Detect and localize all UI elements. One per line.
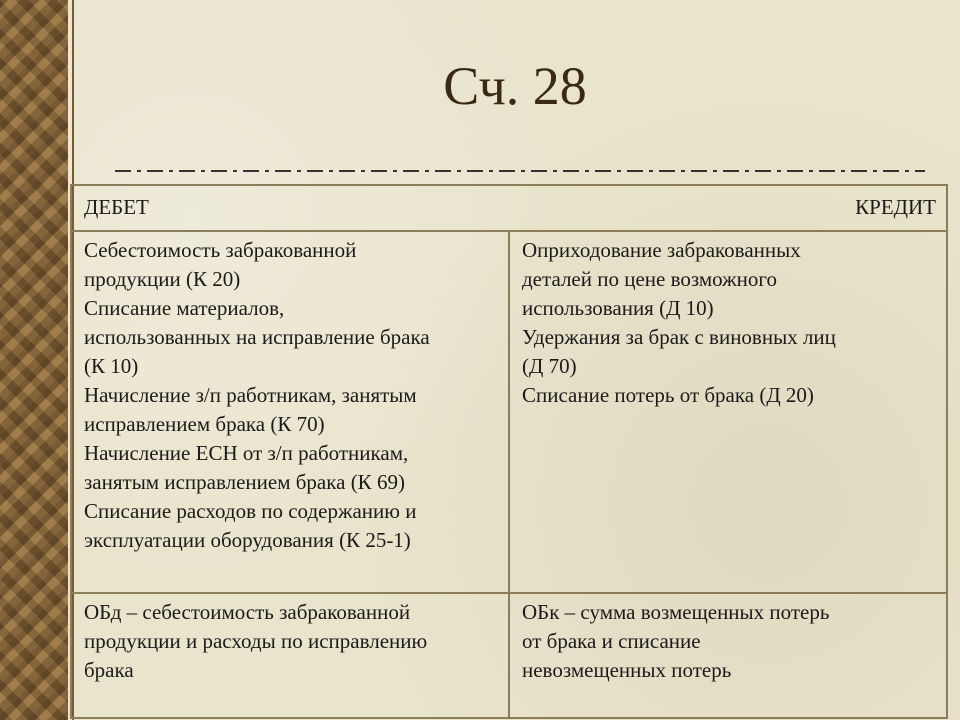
page-title: Сч. 28 bbox=[443, 56, 587, 116]
credit-entries-cell bbox=[509, 231, 947, 593]
debit-line: Списание расходов по содержанию и bbox=[84, 499, 417, 523]
debit-line: исправлением брака (К 70) bbox=[84, 412, 325, 436]
debit-turnover-line: брака bbox=[84, 658, 134, 682]
debit-line: продукции (К 20) bbox=[84, 267, 241, 291]
credit-line: использования (Д 10) bbox=[522, 296, 714, 320]
credit-line: (Д 70) bbox=[522, 354, 577, 378]
credit-turnover-line: ОБк – сумма возмещенных потерь bbox=[522, 600, 830, 624]
debit-entries-cell bbox=[71, 231, 509, 593]
debit-line: Себестоимость забракованной bbox=[84, 238, 357, 262]
table-header-row bbox=[71, 185, 947, 231]
credit-line: Списание потерь от брака (Д 20) bbox=[522, 383, 814, 407]
debit-line: занятым исправлением брака (К 69) bbox=[84, 470, 405, 494]
account-table bbox=[70, 184, 948, 719]
credit-line: Оприходование забракованных bbox=[522, 238, 801, 262]
debit-line: (К 10) bbox=[84, 354, 139, 378]
decorative-strip bbox=[0, 0, 68, 720]
credit-heading: КРЕДИТ bbox=[855, 195, 936, 219]
entries-row bbox=[71, 231, 947, 593]
credit-line: Удержания за брак с виновных лиц bbox=[522, 325, 836, 349]
turnover-row bbox=[71, 593, 947, 718]
credit-line: деталей по цене возможного bbox=[522, 267, 777, 291]
credit-turnover-line: невозмещенных потерь bbox=[522, 658, 732, 682]
debit-line: Начисление з/п работникам, занятым bbox=[84, 383, 417, 407]
debit-line: Начисление ЕСН от з/п работникам, bbox=[84, 441, 409, 465]
header-cell bbox=[71, 185, 947, 231]
debit-line: использованных на исправление брака bbox=[84, 325, 430, 349]
debit-line: эксплуатации оборудования (К 25-1) bbox=[84, 528, 411, 552]
debit-line: Списание материалов, bbox=[84, 296, 285, 320]
debit-heading: ДЕБЕТ bbox=[84, 195, 149, 219]
debit-turnover-line: ОБд – себестоимость забракованной bbox=[84, 600, 411, 624]
dash-dot-divider bbox=[115, 168, 925, 174]
credit-turnover-cell bbox=[509, 593, 947, 718]
debit-turnover-line: продукции и расходы по исправлению bbox=[84, 629, 428, 653]
debit-turnover-cell bbox=[71, 593, 509, 718]
credit-turnover-line: от брака и списание bbox=[522, 629, 701, 653]
